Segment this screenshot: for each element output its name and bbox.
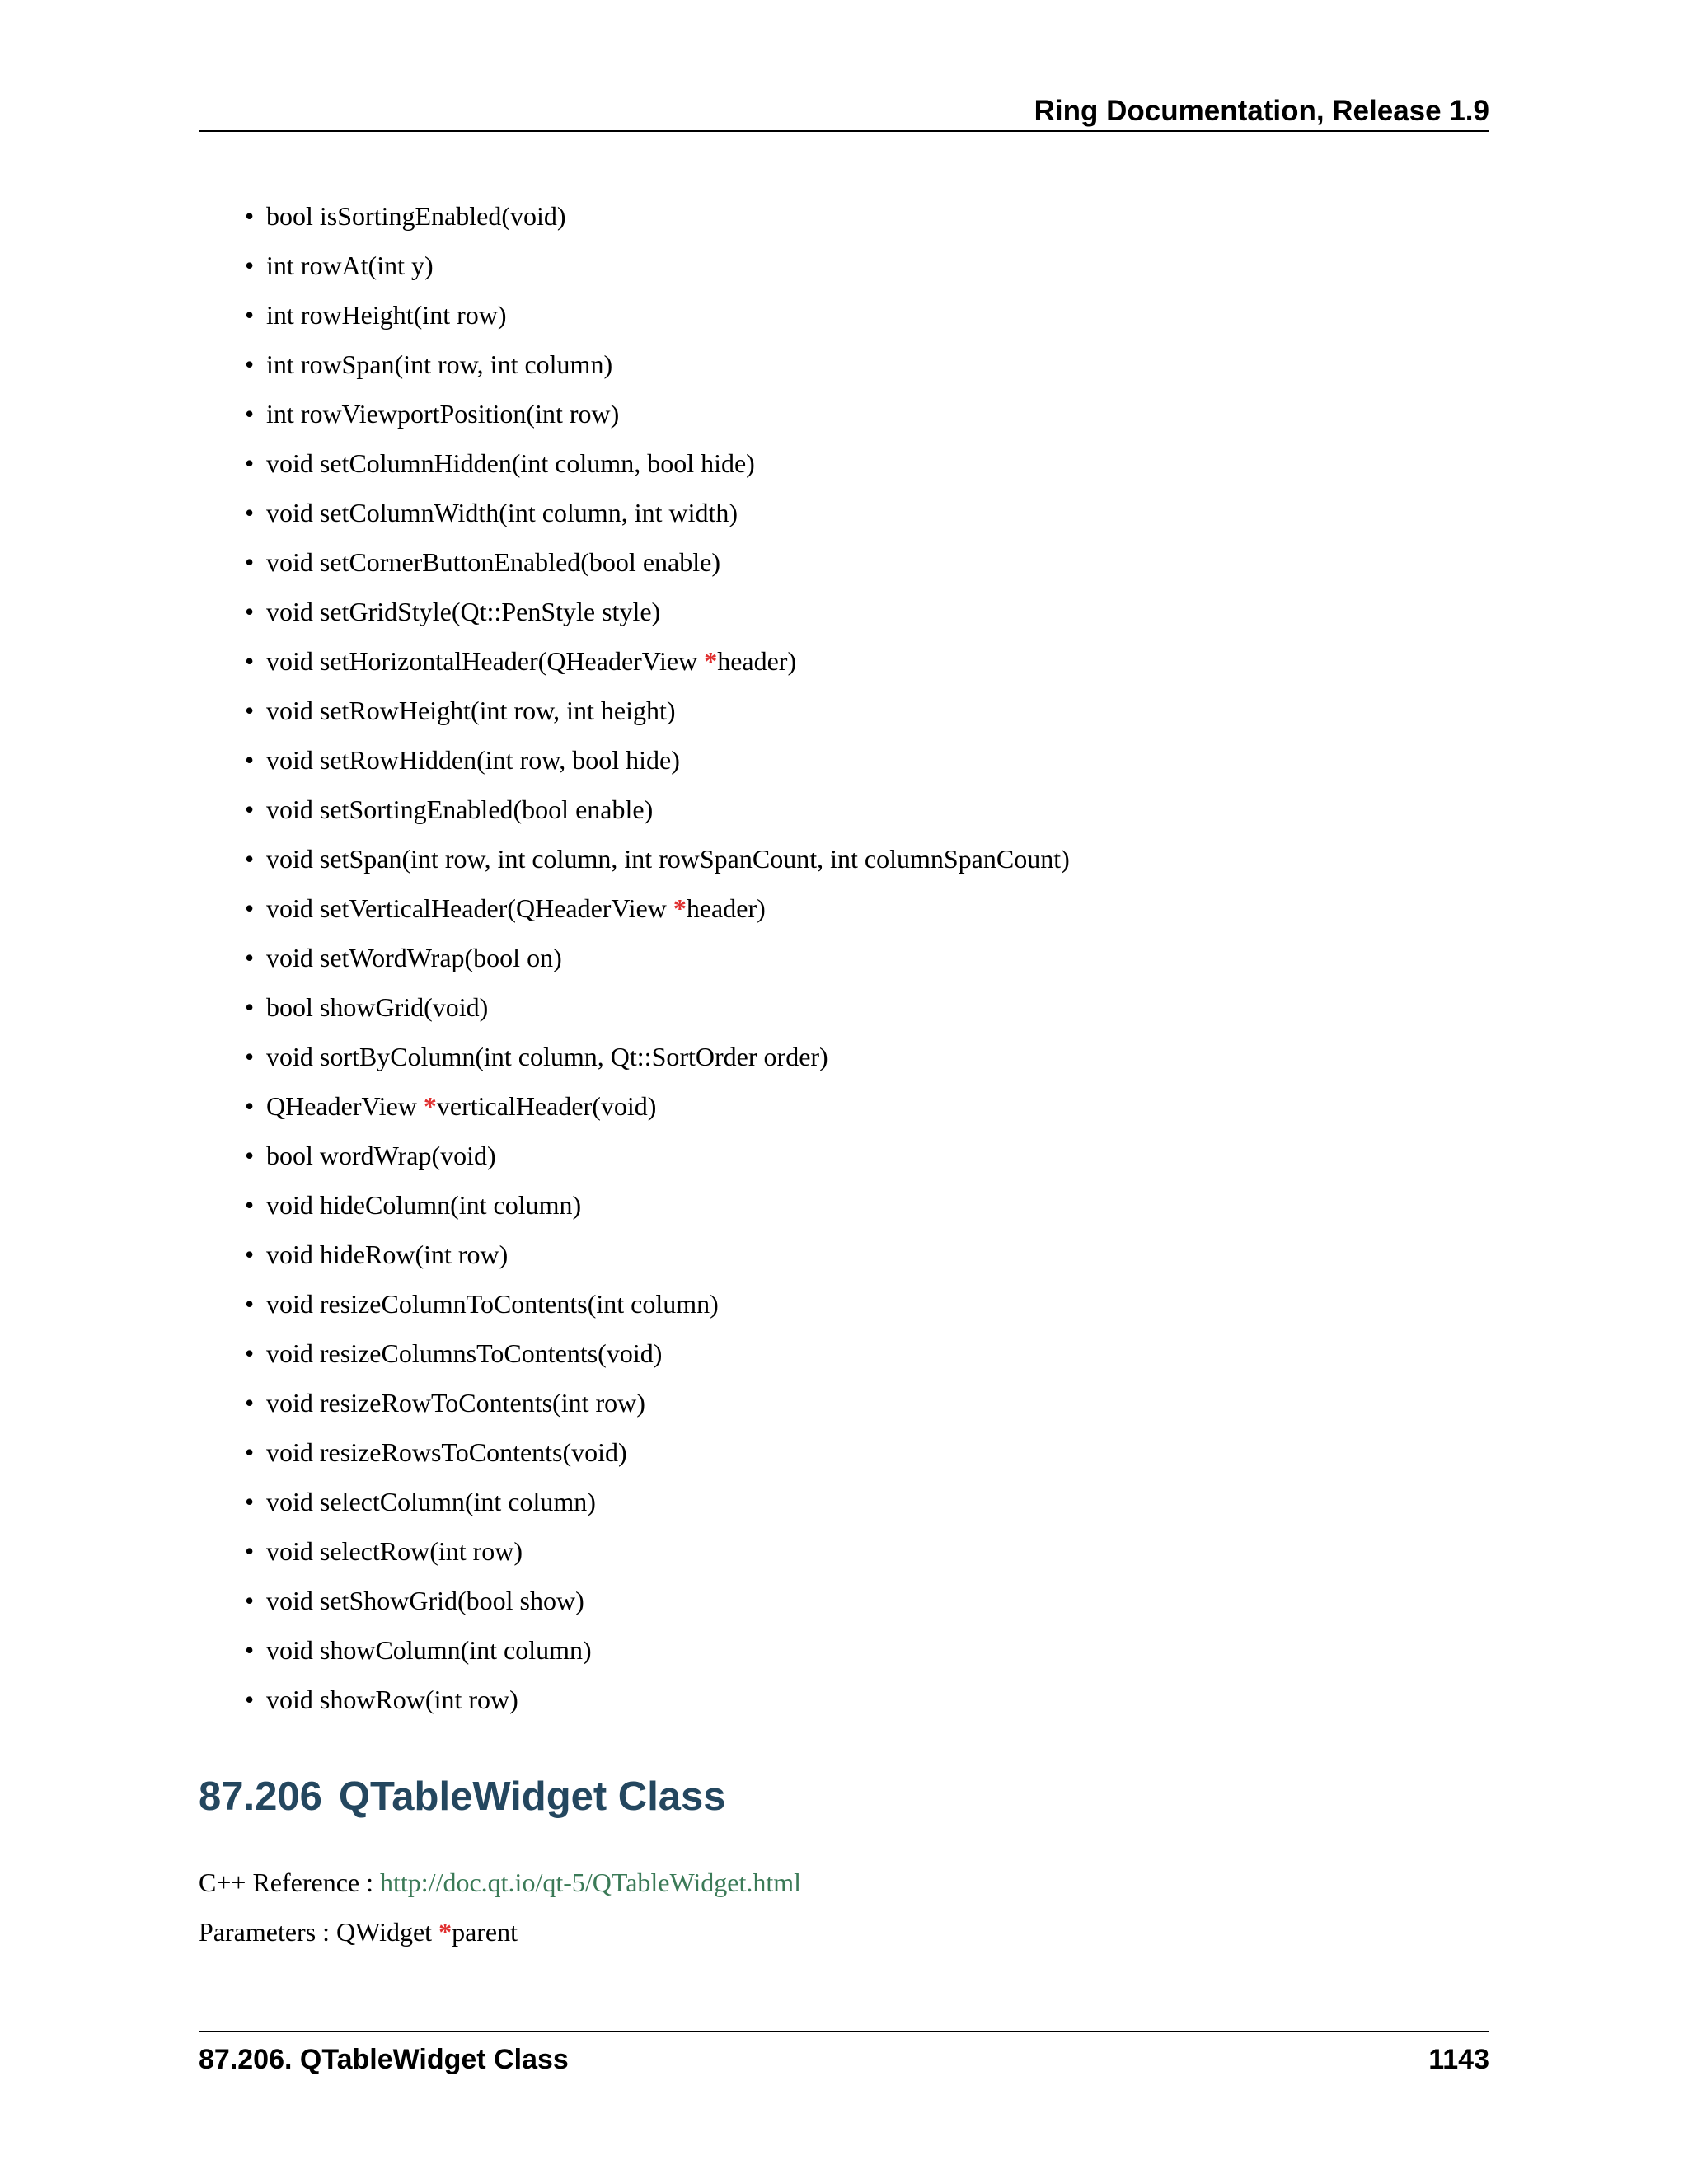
pointer-star: * xyxy=(673,893,687,923)
bullet-icon: • xyxy=(245,1487,255,1516)
bullet-icon: • xyxy=(245,1536,255,1566)
bullet-icon: • xyxy=(245,1042,255,1071)
page-header xyxy=(199,92,1489,132)
list-item xyxy=(233,590,1070,640)
list-item xyxy=(233,1678,1070,1727)
bullet-icon: • xyxy=(245,1240,255,1269)
method-signature: int rowViewportPosition(int row) xyxy=(266,399,620,429)
method-signature: void setCornerButtonEnabled(bool enable) xyxy=(266,547,720,577)
list-item xyxy=(233,887,1070,936)
method-signature: void resizeRowToContents(int row) xyxy=(266,1388,645,1418)
list-item xyxy=(233,1233,1070,1282)
bullet-icon: • xyxy=(245,1190,255,1220)
list-item xyxy=(233,936,1070,986)
bullet-icon: • xyxy=(245,745,255,775)
list-item xyxy=(233,541,1070,590)
bullet-icon: • xyxy=(245,547,255,577)
pointer-star: * xyxy=(704,646,718,676)
bullet-icon: • xyxy=(245,1437,255,1467)
list-item xyxy=(233,1134,1070,1183)
method-signature-rest: header) xyxy=(717,646,797,676)
list-item xyxy=(233,1629,1070,1678)
list-item xyxy=(233,1530,1070,1579)
method-signature: int rowHeight(int row) xyxy=(266,300,507,330)
list-item xyxy=(233,1183,1070,1233)
method-signature: void setRowHeight(int row, int height) xyxy=(266,696,676,725)
method-signature-rest: verticalHeader(void) xyxy=(436,1091,657,1121)
list-item xyxy=(233,293,1070,343)
parameters xyxy=(199,1914,518,1950)
list-item xyxy=(233,640,1070,689)
bullet-icon: • xyxy=(245,1141,255,1170)
bullet-icon: • xyxy=(245,498,255,527)
method-signature: bool wordWrap(void) xyxy=(266,1141,496,1170)
list-item xyxy=(233,1579,1070,1629)
bullet-icon: • xyxy=(245,1338,255,1368)
bullet-icon: • xyxy=(245,1685,255,1714)
cpp-reference-label: C++ Reference : xyxy=(199,1868,380,1897)
bullet-icon: • xyxy=(245,1091,255,1121)
method-signature: void showRow(int row) xyxy=(266,1685,518,1714)
method-signature: void resizeColumnsToContents(void) xyxy=(266,1338,663,1368)
method-signature: void setHorizontalHeader(QHeaderView xyxy=(266,646,705,676)
method-signature: void setSortingEnabled(bool enable) xyxy=(266,794,654,824)
bullet-icon: • xyxy=(245,1388,255,1418)
method-signature: void selectColumn(int column) xyxy=(266,1487,596,1516)
list-item xyxy=(233,788,1070,837)
method-list xyxy=(233,194,1070,1727)
method-signature: void resizeRowsToContents(void) xyxy=(266,1437,627,1467)
method-signature: void setColumnWidth(int column, int width) xyxy=(266,498,738,527)
cpp-reference xyxy=(199,1864,801,1900)
method-signature: int rowSpan(int row, int column) xyxy=(266,349,613,379)
section-number: 87.206 xyxy=(199,1774,322,1819)
list-item xyxy=(233,1035,1070,1085)
bullet-icon: • xyxy=(245,597,255,626)
page-footer xyxy=(199,2031,1489,2079)
bullet-icon: • xyxy=(245,1586,255,1615)
bullet-icon: • xyxy=(245,893,255,923)
parameters-name: parent xyxy=(452,1917,518,1947)
list-item xyxy=(233,1085,1070,1134)
method-signature: void setSpan(int row, int column, int rowSpanCount, int columnSpanCount) xyxy=(266,844,1070,874)
list-item xyxy=(233,392,1070,442)
list-item xyxy=(233,1282,1070,1332)
bullet-icon: • xyxy=(245,646,255,676)
method-signature: void hideRow(int row) xyxy=(266,1240,509,1269)
list-item xyxy=(233,244,1070,293)
page-number: 1143 xyxy=(1428,2044,1489,2075)
list-item xyxy=(233,1480,1070,1530)
method-signature: void showColumn(int column) xyxy=(266,1635,592,1665)
bullet-icon: • xyxy=(245,251,255,280)
bullet-icon: • xyxy=(245,844,255,874)
list-item xyxy=(233,738,1070,788)
method-signature: QHeaderView xyxy=(266,1091,424,1121)
list-item xyxy=(233,986,1070,1035)
method-signature: void setRowHidden(int row, bool hide) xyxy=(266,745,680,775)
method-signature: bool isSortingEnabled(void) xyxy=(266,201,566,231)
list-item xyxy=(233,442,1070,491)
parameters-label: Parameters : QWidget xyxy=(199,1917,439,1947)
section-title-text: QTableWidget Class xyxy=(338,1774,726,1819)
bullet-icon: • xyxy=(245,399,255,429)
header-title: Ring Documentation, Release 1.9 xyxy=(1034,95,1489,127)
list-item xyxy=(233,1431,1070,1480)
bullet-icon: • xyxy=(245,1289,255,1319)
list-item xyxy=(233,837,1070,887)
list-item xyxy=(233,1381,1070,1431)
bullet-icon: • xyxy=(245,696,255,725)
method-signature: void selectRow(int row) xyxy=(266,1536,523,1566)
list-item xyxy=(233,343,1070,392)
bullet-icon: • xyxy=(245,349,255,379)
method-signature: void setVerticalHeader(QHeaderView xyxy=(266,893,673,923)
bullet-icon: • xyxy=(245,794,255,824)
list-item xyxy=(233,491,1070,541)
section-title xyxy=(199,1772,726,1821)
bullet-icon: • xyxy=(245,992,255,1022)
list-item xyxy=(233,194,1070,244)
method-signature: void hideColumn(int column) xyxy=(266,1190,582,1220)
method-signature-rest: header) xyxy=(686,893,766,923)
bullet-icon: • xyxy=(245,943,255,972)
bullet-icon: • xyxy=(245,300,255,330)
method-signature: void resizeColumnToContents(int column) xyxy=(266,1289,719,1319)
footer-section: 87.206. QTableWidget Class xyxy=(199,2044,569,2075)
pointer-star: * xyxy=(423,1091,437,1121)
list-item xyxy=(233,1332,1070,1381)
method-signature: bool showGrid(void) xyxy=(266,992,489,1022)
cpp-reference-link[interactable]: http://doc.qt.io/qt-5/QTableWidget.html xyxy=(380,1868,802,1897)
bullet-icon: • xyxy=(245,201,255,231)
bullet-icon: • xyxy=(245,1635,255,1665)
method-signature: void setColumnHidden(int column, bool hide) xyxy=(266,448,755,478)
bullet-icon: • xyxy=(245,448,255,478)
method-signature: void setShowGrid(bool show) xyxy=(266,1586,584,1615)
list-item xyxy=(233,689,1070,738)
pointer-star: * xyxy=(438,1917,452,1947)
method-signature: void setGridStyle(Qt::PenStyle style) xyxy=(266,597,661,626)
method-signature: int rowAt(int y) xyxy=(266,251,434,280)
method-signature: void setWordWrap(bool on) xyxy=(266,943,562,972)
method-signature: void sortByColumn(int column, Qt::SortOrder order) xyxy=(266,1042,828,1071)
